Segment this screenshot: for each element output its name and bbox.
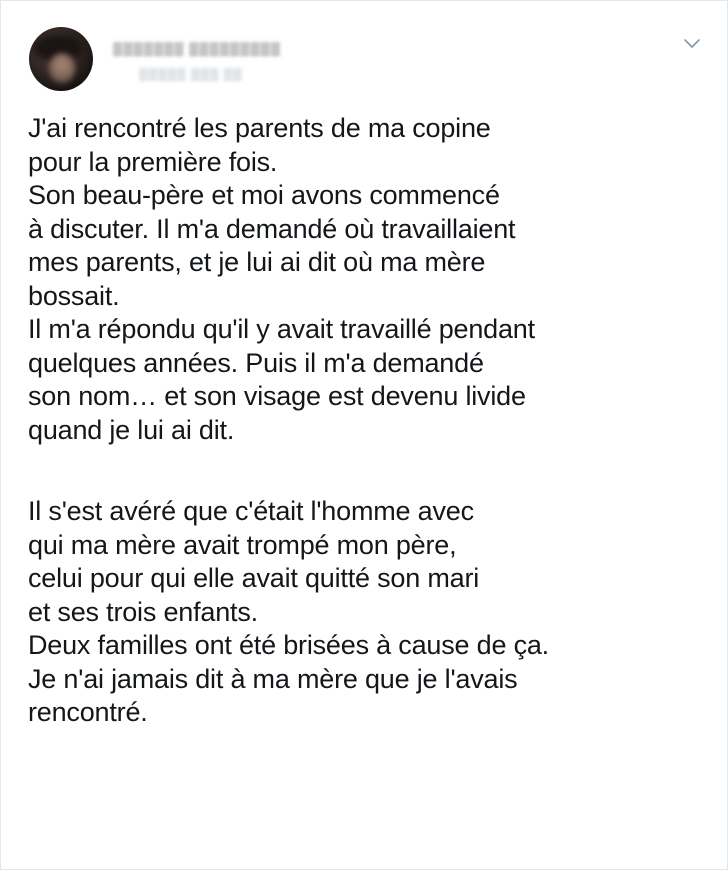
text-line: rencontré. — [28, 697, 148, 727]
paragraph-1 — [28, 112, 718, 447]
text-line: pour la première fois. — [28, 146, 278, 177]
avatar[interactable] — [29, 27, 93, 91]
avatar-face — [49, 53, 75, 83]
tweet-body — [28, 112, 718, 730]
text-line: mes parents, et je lui ai dit où ma mère — [28, 247, 486, 277]
text-line: celui pour qui elle avait quitté son mari — [28, 563, 480, 593]
text-line: Il s'est avéré que c'était l'homme avec — [28, 496, 474, 526]
text-line: qui ma mère avait trompé mon père, — [28, 529, 457, 560]
text-line: bossait. — [28, 280, 120, 311]
tweet-header — [29, 27, 709, 91]
text-line: Deux familles ont été brisées à cause de ça. — [28, 630, 549, 660]
text-line: son nom… et son visage est devenu livide — [28, 381, 526, 411]
text-line: quelques années. Puis il m'a demandé — [28, 347, 484, 378]
text-line: à discuter. Il m'a demandé où travaillaient — [28, 213, 516, 244]
paragraph-2 — [28, 495, 718, 730]
author-display-name[interactable]: ▒▒▒▒▒▒▒ ▒▒▒▒▒▒▒▒▒ — [113, 41, 281, 56]
text-line: Il m'a répondu qu'il y avait travaillé pendant — [28, 314, 535, 344]
text-line: J'ai rencontré les parents de ma copine — [28, 113, 491, 143]
chevron-down-icon[interactable] — [683, 37, 701, 51]
author-handle[interactable]: ▒▒▒▒▒ ▒▒▒ ▒▒ — [139, 67, 243, 81]
text-line: quand je lui ai dit. — [28, 414, 235, 445]
text-line: Son beau-père et moi avons commencé — [28, 180, 500, 210]
text-line: et ses trois enfants. — [28, 596, 258, 627]
text-line: Je n'ai jamais dit à ma mère que je l'avais — [28, 663, 518, 694]
paragraph-gap — [28, 447, 718, 495]
